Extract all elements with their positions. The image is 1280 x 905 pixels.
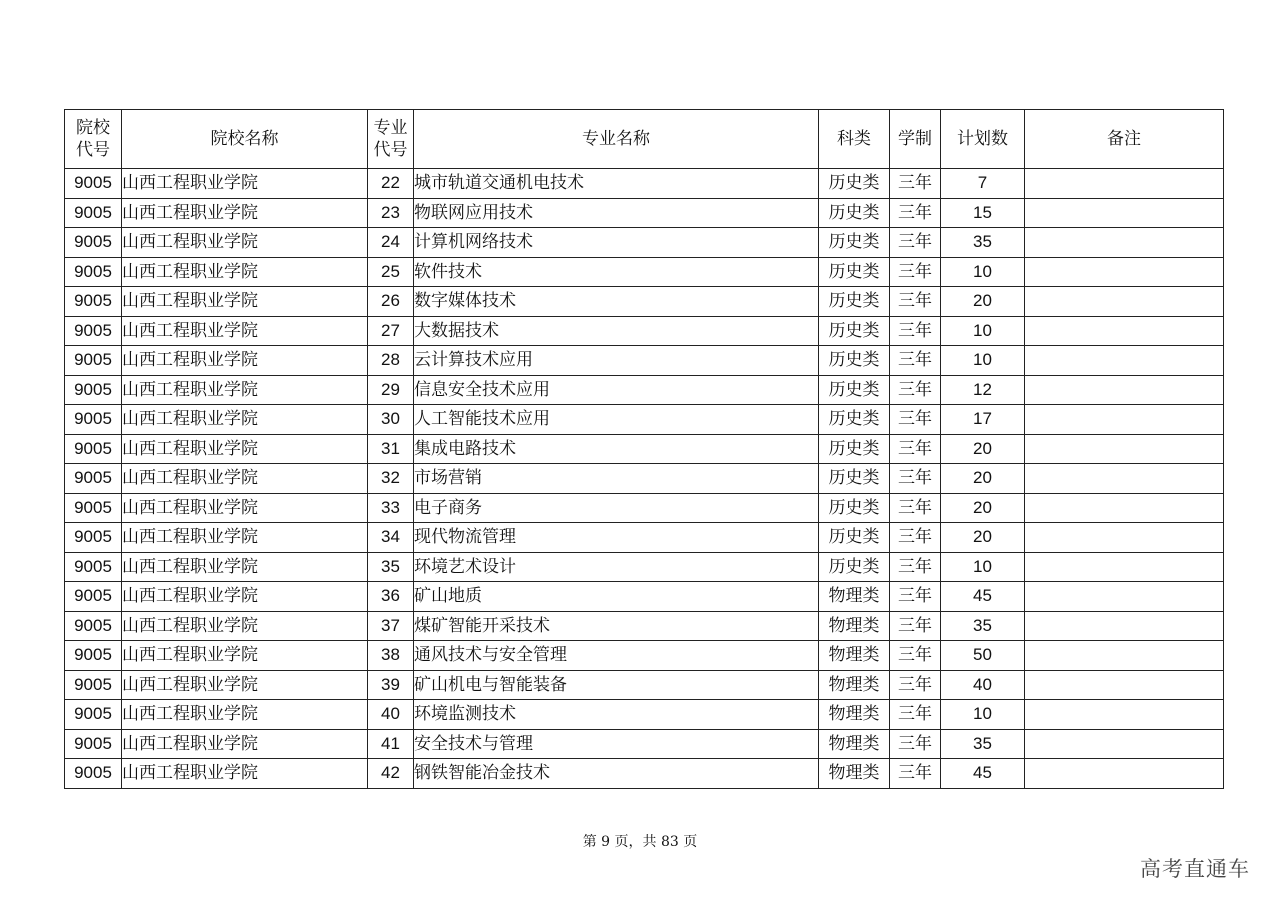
- cell-plan-count: 45: [941, 582, 1025, 612]
- cell-major-code: 29: [368, 375, 414, 405]
- cell-category: 物理类: [819, 670, 890, 700]
- cell-note: [1025, 405, 1224, 435]
- cell-school-name: 山西工程职业学院: [122, 316, 368, 346]
- table-row: [65, 582, 1224, 612]
- cell-major-name: 信息安全技术应用: [414, 375, 819, 405]
- table-row: [65, 287, 1224, 317]
- cell-plan-count: 20: [941, 523, 1025, 553]
- table-row: [65, 434, 1224, 464]
- cell-major-name: 集成电路技术: [414, 434, 819, 464]
- table-row: [65, 346, 1224, 376]
- cell-major-code: 42: [368, 759, 414, 789]
- cell-duration: 三年: [890, 552, 941, 582]
- cell-major-name: 计算机网络技术: [414, 228, 819, 258]
- cell-major-name: 钢铁智能冶金技术: [414, 759, 819, 789]
- cell-major-code: 40: [368, 700, 414, 730]
- table-row: [65, 375, 1224, 405]
- cell-category: 物理类: [819, 729, 890, 759]
- cell-school-code: 9005: [65, 700, 122, 730]
- cell-major-code: 33: [368, 493, 414, 523]
- cell-school-code: 9005: [65, 641, 122, 671]
- cell-major-code: 25: [368, 257, 414, 287]
- cell-major-name: 软件技术: [414, 257, 819, 287]
- cell-major-name: 大数据技术: [414, 316, 819, 346]
- cell-category: 历史类: [819, 346, 890, 376]
- cell-plan-count: 20: [941, 434, 1025, 464]
- cell-duration: 三年: [890, 287, 941, 317]
- table-row: [65, 228, 1224, 258]
- cell-category: 历史类: [819, 405, 890, 435]
- cell-plan-count: 35: [941, 228, 1025, 258]
- cell-duration: 三年: [890, 464, 941, 494]
- cell-school-name: 山西工程职业学院: [122, 434, 368, 464]
- table-row: [65, 405, 1224, 435]
- cell-category: 历史类: [819, 464, 890, 494]
- cell-school-name: 山西工程职业学院: [122, 493, 368, 523]
- cell-major-name: 环境监测技术: [414, 700, 819, 730]
- table-row: [65, 729, 1224, 759]
- page-footer: 第 9 页，共 83 页: [582, 834, 698, 850]
- cell-plan-count: 17: [941, 405, 1025, 435]
- header-duration: 学制: [890, 110, 941, 169]
- cell-category: 历史类: [819, 316, 890, 346]
- cell-note: [1025, 611, 1224, 641]
- header-school-code: [65, 110, 122, 169]
- cell-school-name: 山西工程职业学院: [122, 346, 368, 376]
- cell-school-name: 山西工程职业学院: [122, 198, 368, 228]
- cell-school-name: 山西工程职业学院: [122, 582, 368, 612]
- cell-school-code: 9005: [65, 552, 122, 582]
- header-row: [65, 110, 1224, 169]
- cell-plan-count: 35: [941, 611, 1025, 641]
- table-row: [65, 198, 1224, 228]
- cell-duration: 三年: [890, 523, 941, 553]
- cell-school-code: 9005: [65, 670, 122, 700]
- cell-major-name: 矿山机电与智能装备: [414, 670, 819, 700]
- table-header: [65, 110, 1224, 169]
- cell-note: [1025, 759, 1224, 789]
- cell-plan-count: 20: [941, 287, 1025, 317]
- cell-school-name: 山西工程职业学院: [122, 375, 368, 405]
- cell-duration: 三年: [890, 405, 941, 435]
- cell-major-name: 数字媒体技术: [414, 287, 819, 317]
- cell-plan-count: 10: [941, 257, 1025, 287]
- cell-category: 历史类: [819, 169, 890, 199]
- cell-plan-count: 10: [941, 552, 1025, 582]
- cell-major-code: 35: [368, 552, 414, 582]
- cell-plan-count: 10: [941, 700, 1025, 730]
- cell-major-name: 市场营销: [414, 464, 819, 494]
- cell-category: 历史类: [819, 287, 890, 317]
- cell-major-name: 电子商务: [414, 493, 819, 523]
- cell-major-name: 矿山地质: [414, 582, 819, 612]
- cell-note: [1025, 346, 1224, 376]
- cell-note: [1025, 464, 1224, 494]
- cell-school-code: 9005: [65, 729, 122, 759]
- cell-category: 历史类: [819, 523, 890, 553]
- cell-school-name: 山西工程职业学院: [122, 552, 368, 582]
- cell-school-code: 9005: [65, 287, 122, 317]
- cell-category: 物理类: [819, 700, 890, 730]
- cell-note: [1025, 434, 1224, 464]
- cell-school-code: 9005: [65, 405, 122, 435]
- cell-note: [1025, 257, 1224, 287]
- cell-major-name: 环境艺术设计: [414, 552, 819, 582]
- cell-note: [1025, 198, 1224, 228]
- cell-school-code: 9005: [65, 611, 122, 641]
- cell-school-code: 9005: [65, 434, 122, 464]
- cell-note: [1025, 493, 1224, 523]
- cell-note: [1025, 641, 1224, 671]
- cell-duration: 三年: [890, 670, 941, 700]
- cell-school-name: 山西工程职业学院: [122, 523, 368, 553]
- cell-duration: 三年: [890, 582, 941, 612]
- cell-category: 历史类: [819, 198, 890, 228]
- cell-major-code: 36: [368, 582, 414, 612]
- cell-note: [1025, 316, 1224, 346]
- cell-major-code: 23: [368, 198, 414, 228]
- cell-major-code: 34: [368, 523, 414, 553]
- cell-duration: 三年: [890, 729, 941, 759]
- cell-major-code: 28: [368, 346, 414, 376]
- cell-school-name: 山西工程职业学院: [122, 759, 368, 789]
- header-school-name: 院校名称: [122, 110, 368, 169]
- cell-school-code: 9005: [65, 198, 122, 228]
- cell-school-name: 山西工程职业学院: [122, 611, 368, 641]
- table-row: [65, 316, 1224, 346]
- cell-duration: 三年: [890, 316, 941, 346]
- cell-major-name: 现代物流管理: [414, 523, 819, 553]
- cell-duration: 三年: [890, 434, 941, 464]
- cell-school-name: 山西工程职业学院: [122, 287, 368, 317]
- cell-plan-count: 10: [941, 346, 1025, 376]
- cell-school-code: 9005: [65, 316, 122, 346]
- cell-duration: 三年: [890, 641, 941, 671]
- cell-school-name: 山西工程职业学院: [122, 641, 368, 671]
- cell-category: 历史类: [819, 552, 890, 582]
- table-body: [65, 169, 1224, 789]
- cell-school-name: 山西工程职业学院: [122, 729, 368, 759]
- cell-category: 历史类: [819, 228, 890, 258]
- cell-category: 历史类: [819, 434, 890, 464]
- header-major-code: [368, 110, 414, 169]
- cell-major-code: 32: [368, 464, 414, 494]
- header-school-code-line2: 代号: [76, 140, 110, 160]
- cell-school-code: 9005: [65, 759, 122, 789]
- cell-duration: 三年: [890, 759, 941, 789]
- cell-school-name: 山西工程职业学院: [122, 670, 368, 700]
- table-row: [65, 670, 1224, 700]
- cell-school-code: 9005: [65, 257, 122, 287]
- header-major-code-line2: 代号: [373, 140, 408, 160]
- cell-plan-count: 15: [941, 198, 1025, 228]
- cell-school-name: 山西工程职业学院: [122, 464, 368, 494]
- cell-plan-count: 20: [941, 464, 1025, 494]
- cell-note: [1025, 700, 1224, 730]
- header-major-name: 专业名称: [414, 110, 819, 169]
- table-row: [65, 611, 1224, 641]
- cell-school-code: 9005: [65, 523, 122, 553]
- cell-category: 物理类: [819, 611, 890, 641]
- cell-category: 物理类: [819, 759, 890, 789]
- cell-category: 物理类: [819, 582, 890, 612]
- cell-category: 历史类: [819, 375, 890, 405]
- cell-major-code: 27: [368, 316, 414, 346]
- table-row: [65, 700, 1224, 730]
- cell-major-code: 37: [368, 611, 414, 641]
- cell-category: 历史类: [819, 493, 890, 523]
- cell-note: [1025, 582, 1224, 612]
- cell-duration: 三年: [890, 198, 941, 228]
- cell-plan-count: 10: [941, 316, 1025, 346]
- cell-major-code: 31: [368, 434, 414, 464]
- cell-school-code: 9005: [65, 346, 122, 376]
- cell-major-name: 云计算技术应用: [414, 346, 819, 376]
- table-row: [65, 641, 1224, 671]
- cell-major-name: 人工智能技术应用: [414, 405, 819, 435]
- cell-plan-count: 20: [941, 493, 1025, 523]
- cell-major-name: 通风技术与安全管理: [414, 641, 819, 671]
- cell-major-code: 24: [368, 228, 414, 258]
- cell-school-name: 山西工程职业学院: [122, 700, 368, 730]
- watermark-text: 高考直通车: [1140, 857, 1250, 881]
- cell-duration: 三年: [890, 375, 941, 405]
- cell-note: [1025, 228, 1224, 258]
- cell-major-code: 30: [368, 405, 414, 435]
- cell-school-name: 山西工程职业学院: [122, 405, 368, 435]
- cell-school-name: 山西工程职业学院: [122, 169, 368, 199]
- table-row: [65, 464, 1224, 494]
- table-row: [65, 257, 1224, 287]
- cell-plan-count: 7: [941, 169, 1025, 199]
- table-row: [65, 523, 1224, 553]
- cell-plan-count: 50: [941, 641, 1025, 671]
- table-row: [65, 169, 1224, 199]
- header-plan-count: 计划数: [941, 110, 1025, 169]
- cell-school-code: 9005: [65, 375, 122, 405]
- cell-note: [1025, 729, 1224, 759]
- cell-major-name: 安全技术与管理: [414, 729, 819, 759]
- cell-plan-count: 40: [941, 670, 1025, 700]
- table-row: [65, 552, 1224, 582]
- header-category: 科类: [819, 110, 890, 169]
- cell-note: [1025, 670, 1224, 700]
- cell-plan-count: 35: [941, 729, 1025, 759]
- cell-duration: 三年: [890, 700, 941, 730]
- cell-school-name: 山西工程职业学院: [122, 228, 368, 258]
- table-row: [65, 493, 1224, 523]
- cell-major-name: 城市轨道交通机电技术: [414, 169, 819, 199]
- cell-duration: 三年: [890, 611, 941, 641]
- cell-category: 物理类: [819, 641, 890, 671]
- cell-major-code: 39: [368, 670, 414, 700]
- cell-school-code: 9005: [65, 464, 122, 494]
- header-school-code-line1: 院校: [76, 118, 110, 138]
- cell-duration: 三年: [890, 228, 941, 258]
- cell-school-code: 9005: [65, 493, 122, 523]
- cell-school-code: 9005: [65, 169, 122, 199]
- cell-note: [1025, 523, 1224, 553]
- cell-school-code: 9005: [65, 228, 122, 258]
- cell-major-name: 煤矿智能开采技术: [414, 611, 819, 641]
- header-note: 备注: [1025, 110, 1224, 169]
- cell-major-code: 38: [368, 641, 414, 671]
- cell-duration: 三年: [890, 257, 941, 287]
- cell-school-code: 9005: [65, 582, 122, 612]
- cell-duration: 三年: [890, 169, 941, 199]
- cell-plan-count: 45: [941, 759, 1025, 789]
- table-row: [65, 759, 1224, 789]
- cell-school-name: 山西工程职业学院: [122, 257, 368, 287]
- cell-major-code: 26: [368, 287, 414, 317]
- cell-duration: 三年: [890, 493, 941, 523]
- cell-note: [1025, 169, 1224, 199]
- cell-note: [1025, 552, 1224, 582]
- cell-major-code: 22: [368, 169, 414, 199]
- cell-category: 历史类: [819, 257, 890, 287]
- cell-major-name: 物联网应用技术: [414, 198, 819, 228]
- cell-note: [1025, 287, 1224, 317]
- cell-major-code: 41: [368, 729, 414, 759]
- cell-plan-count: 12: [941, 375, 1025, 405]
- cell-duration: 三年: [890, 346, 941, 376]
- admission-plan-table: [64, 109, 1224, 789]
- header-major-code-line1: 专业: [373, 118, 408, 138]
- cell-note: [1025, 375, 1224, 405]
